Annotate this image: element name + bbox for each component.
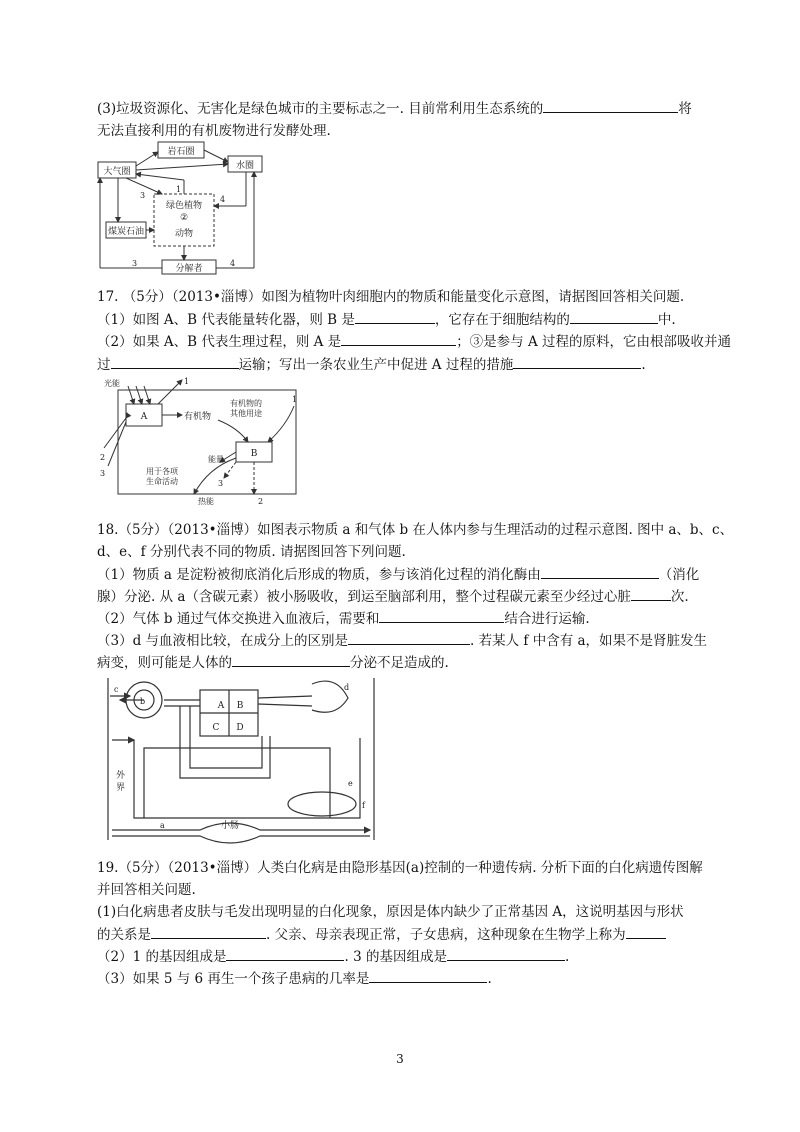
- fig3-label-f: f: [362, 801, 365, 810]
- q16-3-line1: [97, 98, 692, 119]
- answer-blank[interactable]: [379, 608, 504, 623]
- q19-p3: [97, 968, 492, 989]
- q18-head2: d、e、f 分别代表不同的物质. 请据图回答下列问题.: [97, 544, 406, 560]
- q19-p1-text-c: . 父亲、母亲表现正常，子女患病，这种现象在生物学上称为: [266, 927, 626, 943]
- q17-p2-text-a: （2）如果 A、B 代表生理过程，则 A 是: [97, 334, 342, 350]
- answer-blank[interactable]: [541, 564, 659, 579]
- fig1-label-2: ②: [179, 213, 189, 223]
- q19-p3-text-a: （3）如果 5 与 6 再生一个孩子患病的几率是: [97, 971, 370, 987]
- fig2-label-heat: 热能: [198, 497, 214, 506]
- q19-p1-cont: [97, 924, 666, 945]
- fig3-label-outside-2: 界: [116, 783, 126, 793]
- q19-p3-text-b: .: [487, 971, 492, 987]
- q18-p3: [97, 630, 707, 651]
- fig2-label-3a: 3: [100, 469, 106, 478]
- q18-p3-text-a: （3）d 与血液相比较，在成分上的区别是: [97, 633, 349, 649]
- fig2-label-otheruse1: 有机物的: [230, 399, 262, 408]
- q19-p2: [97, 946, 569, 967]
- q17-p1-text-c: 中.: [657, 312, 676, 328]
- q17-p2-text-e: .: [641, 357, 646, 373]
- circulation-diagram: [100, 668, 382, 848]
- fig2-label-1a: 1: [184, 377, 190, 386]
- fig3-label-intestine: 小肠: [220, 821, 240, 831]
- fig1-label-1: 1: [176, 185, 182, 194]
- fig1-label-3: 3: [140, 191, 146, 200]
- q18-p2-text-b: 结合进行运输.: [504, 611, 590, 627]
- fig3-label-b-chamber: B: [236, 701, 244, 711]
- q19-p2-text-a: （2）1 的基因组成是: [97, 949, 227, 965]
- brain-tissue: [312, 681, 348, 712]
- fig3-label-e: e: [348, 779, 353, 788]
- q18-p1-cont: [97, 586, 689, 607]
- fig3-label-a-sub: a: [160, 821, 165, 830]
- answer-blank[interactable]: [232, 652, 350, 667]
- q18-p1: [97, 564, 699, 585]
- fig2-label-3b: 3: [218, 479, 224, 488]
- fig3-label-c: c: [114, 685, 119, 694]
- q17-p2-text-d: 运输；写出一条农业生产中促进 A 过程的措施: [238, 357, 514, 373]
- q18-p1-text-b: （消化: [658, 567, 700, 583]
- fig3-label-d: d: [344, 683, 350, 692]
- fig2-label-light: 光能: [104, 379, 120, 388]
- fig2-label-otheruse2: 其他用途: [230, 409, 262, 418]
- answer-blank[interactable]: [341, 331, 456, 346]
- fig3-label-b: b: [140, 697, 146, 706]
- q17-p2: [97, 331, 731, 352]
- answer-blank[interactable]: [369, 968, 487, 983]
- fig1-label-coal: 煤炭石油: [107, 227, 145, 237]
- fig2-label-2b: 2: [258, 497, 264, 506]
- fig1-label-atmosphere: 大气圈: [103, 167, 131, 177]
- q19-head: 19.（5分）（2013•淄博）人类白化病是由隐形基因(a)控制的一种遗传病. 分析下面的白化病遗传图解: [97, 860, 703, 876]
- fig3-label-a: A: [217, 701, 225, 711]
- page-number: 3: [396, 1052, 404, 1066]
- q19-p2-text-c: .: [564, 949, 570, 965]
- q18-p2-text-a: （2）气体 b 通过气体交换进入血液后，需要和: [97, 611, 380, 627]
- answer-blank[interactable]: [570, 309, 658, 324]
- q18-p3-text-d: 分泌不足造成的.: [350, 655, 449, 671]
- q17-head: 17. （5分）（2013•淄博）如图为植物叶肉细胞内的物质和能量变化示意图，请据图回答相关问题.: [97, 289, 685, 305]
- fig1-label-plants: 绿色植物: [165, 201, 203, 211]
- q17-p2-text-c: 过: [97, 357, 111, 373]
- fig1-label-hydrosphere: 水圈: [235, 161, 255, 171]
- q19-p1: (1)白化病患者皮肤与毛发出现明显的白化现象，原因是体内缺少了正常基因 A，这说明基因与形状: [97, 904, 684, 920]
- leaf-cell-diagram: [98, 376, 300, 506]
- fig2-label-energy: 能量: [208, 455, 224, 464]
- q19-head2: 并回答相关问题.: [97, 882, 196, 898]
- q18-p3-text-b: . 若某人 f 中含有 a，如果不是肾脏发生: [470, 633, 708, 649]
- q17-p1-text-a: （1）如图 A、B 代表能量转化器，则 B 是: [97, 312, 355, 328]
- q17-p1: [97, 309, 676, 330]
- fig2-label-life2: 生命活动: [146, 477, 178, 486]
- q16-3-line2: 无法直接利用的有机废物进行发酵处理.: [97, 123, 331, 139]
- q19-p1-text-b: 的关系是: [97, 927, 151, 943]
- answer-blank[interactable]: [226, 946, 344, 961]
- answer-blank[interactable]: [626, 924, 666, 939]
- fig2-label-1b: 1: [292, 395, 298, 404]
- answer-blank[interactable]: [513, 354, 641, 369]
- answer-blank[interactable]: [631, 586, 671, 601]
- q16-3-text-a: (3)垃圾资源化、无害化是绿色城市的主要标志之一. 目前常利用生态系统的: [97, 101, 544, 117]
- fig1-label-lithosphere: 岩石圈: [167, 147, 195, 157]
- answer-blank[interactable]: [111, 354, 239, 369]
- q18-head: 18.（5分）（2013•淄博）如图表示物质 a 和气体 b 在人体内参与生理活动的过程示意图. 图中 a、b、c、: [97, 522, 734, 538]
- fig3-label-d-chamber: D: [236, 723, 244, 733]
- fig1-label-decomposer: 分解者: [175, 264, 203, 274]
- answer-blank[interactable]: [355, 309, 435, 324]
- q17-p2-text-b: ；③是参与 A 过程的原料，它由根部吸收并通: [456, 334, 732, 350]
- fig1-label-animals: 动物: [174, 229, 194, 239]
- fig1-label-3b: 3: [132, 259, 138, 268]
- q17-p2-cont: [97, 354, 646, 375]
- q16-3-text-b: 将: [678, 101, 692, 117]
- q18-p1-text-d: 次.: [670, 589, 689, 605]
- fig2-label-organic: 有机物: [184, 412, 212, 422]
- answer-blank[interactable]: [348, 630, 470, 645]
- q19-p2-text-b: . 3 的基因组成是: [344, 949, 447, 965]
- fig1-label-4: 4: [220, 195, 226, 204]
- fig3-label-c-chamber: C: [212, 723, 220, 733]
- answer-blank[interactable]: [447, 946, 565, 961]
- q17-p1-text-b: ，它存在于细胞结构的: [434, 312, 570, 328]
- fig2-label-2a: 2: [100, 453, 106, 462]
- fig1-label-4b: 4: [230, 259, 236, 268]
- fig2-label-b: B: [250, 449, 258, 459]
- q18-p3-text-c: 病变，则可能是人体的: [97, 655, 232, 671]
- q18-p2: [97, 608, 590, 629]
- fig2-label-life1: 用于各项: [146, 467, 178, 476]
- kidney: [288, 792, 356, 816]
- fig2-label-a: A: [140, 412, 148, 422]
- carbon-cycle-diagram: [96, 136, 266, 276]
- answer-blank[interactable]: [151, 924, 266, 939]
- q18-p1-text-c: 腺）分泌. 从 a（含碳元素）被小肠吸收，到运至脑部利用，整个过程碳元素至少经过心脏: [97, 589, 631, 605]
- answer-blank[interactable]: [543, 98, 678, 113]
- fig3-label-outside-1: 外: [116, 771, 126, 781]
- q18-p1-text-a: （1）物质 a 是淀粉被彻底消化后形成的物质，参与该消化过程的消化酶由: [97, 567, 541, 583]
